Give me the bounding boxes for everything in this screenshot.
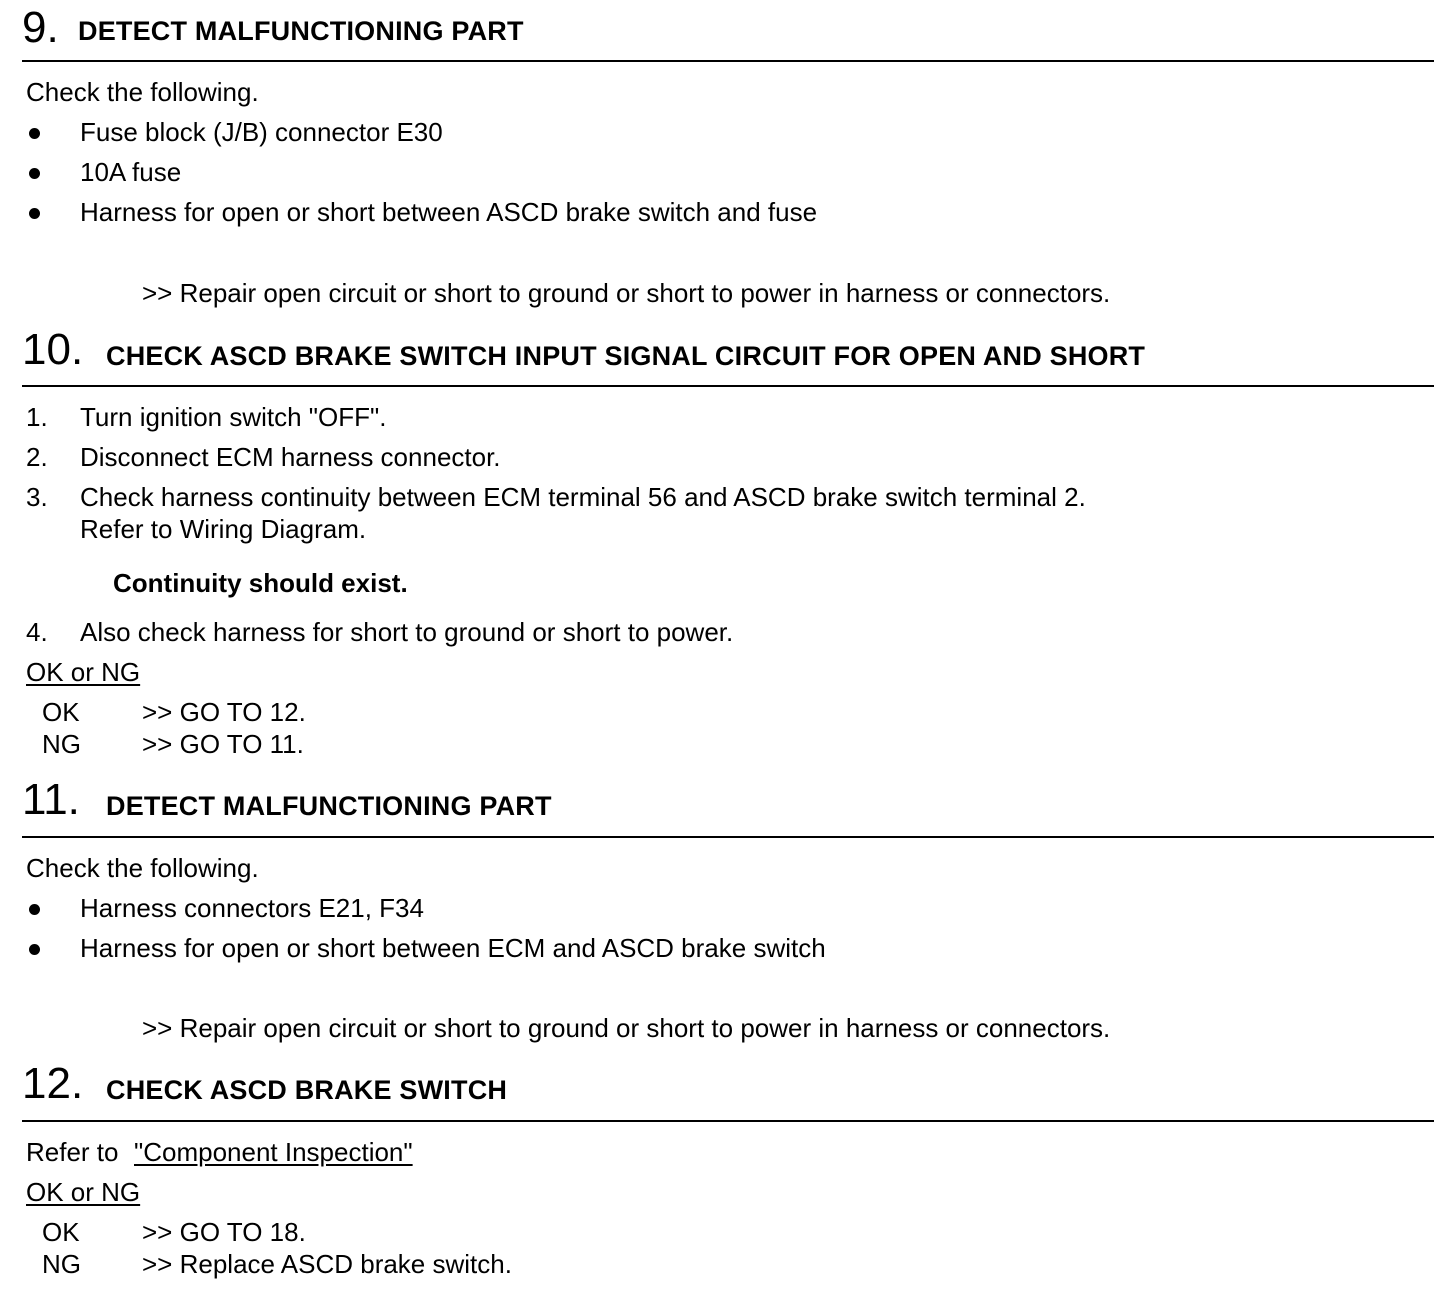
section-10-divider — [22, 385, 1434, 387]
outcome-label: NG — [42, 729, 81, 759]
section-12-title: CHECK ASCD BRAKE SWITCH — [106, 1075, 508, 1105]
outcome-action: >> Replace ASCD brake switch. — [142, 1249, 512, 1279]
step-number: 4. — [26, 617, 48, 647]
section-9-divider — [22, 60, 1434, 62]
section-11-number: 11. — [22, 775, 80, 824]
outcome-action: >> GO TO 18. — [142, 1217, 306, 1247]
section-9-result: >> Repair open circuit or short to ground or short to power in harness or connectors. — [142, 278, 1111, 308]
bullet-dot — [29, 168, 40, 179]
section-9-bullet-1: Fuse block (J/B) connector E30 — [80, 117, 443, 147]
step-text: Also check harness for short to ground or short to power. — [80, 617, 734, 647]
component-inspection-link[interactable]: "Component Inspection" — [134, 1137, 413, 1167]
step-text: Disconnect ECM harness connector. — [80, 442, 501, 472]
section-9-title: DETECT MALFUNCTIONING PART — [78, 16, 524, 46]
outcome-action: >> GO TO 12. — [142, 697, 306, 727]
section-9-intro: Check the following. — [26, 77, 259, 107]
bullet-dot — [29, 944, 40, 955]
outcome-label: NG — [42, 1249, 81, 1279]
section-11-intro: Check the following. — [26, 853, 259, 883]
step-number: 1. — [26, 402, 48, 432]
step-text-continued: Refer to Wiring Diagram. — [80, 514, 367, 544]
section-9-bullet-3: Harness for open or short between ASCD brake switch and fuse — [80, 197, 818, 227]
section-9-number: 9. — [22, 3, 59, 52]
bullet-dot — [29, 904, 40, 915]
refer-prefix: Refer to — [26, 1137, 119, 1167]
section-10-number: 10. — [22, 325, 84, 374]
ok-ng-heading: OK or NG — [26, 657, 141, 687]
section-11-bullet-2: Harness for open or short between ECM and ASCD brake switch — [80, 933, 826, 963]
bullet-dot — [29, 208, 40, 219]
outcome-action: >> GO TO 11. — [142, 729, 304, 759]
bullet-dot — [29, 128, 40, 139]
section-11-bullet-1: Harness connectors E21, F34 — [80, 893, 424, 923]
section-11-title: DETECT MALFUNCTIONING PART — [106, 791, 552, 821]
continuity-spec: Continuity should exist. — [113, 568, 408, 598]
section-12-divider — [22, 1120, 1434, 1122]
step-number: 2. — [26, 442, 48, 472]
section-9-bullet-2: 10A fuse — [80, 157, 182, 187]
section-12-number: 12. — [22, 1059, 84, 1108]
step-number: 3. — [26, 482, 48, 512]
step-text: Check harness continuity between ECM terminal 56 and ASCD brake switch terminal 2. — [80, 482, 1086, 512]
step-text: Turn ignition switch "OFF". — [80, 402, 387, 432]
outcome-label: OK — [42, 1217, 80, 1247]
section-11-result: >> Repair open circuit or short to ground or short to power in harness or connectors. — [142, 1013, 1111, 1043]
ok-ng-heading: OK or NG — [26, 1177, 141, 1207]
section-10-title: CHECK ASCD BRAKE SWITCH INPUT SIGNAL CIRCUIT FOR OPEN AND SHORT — [106, 341, 1146, 371]
outcome-label: OK — [42, 697, 80, 727]
section-11-divider — [22, 836, 1434, 838]
